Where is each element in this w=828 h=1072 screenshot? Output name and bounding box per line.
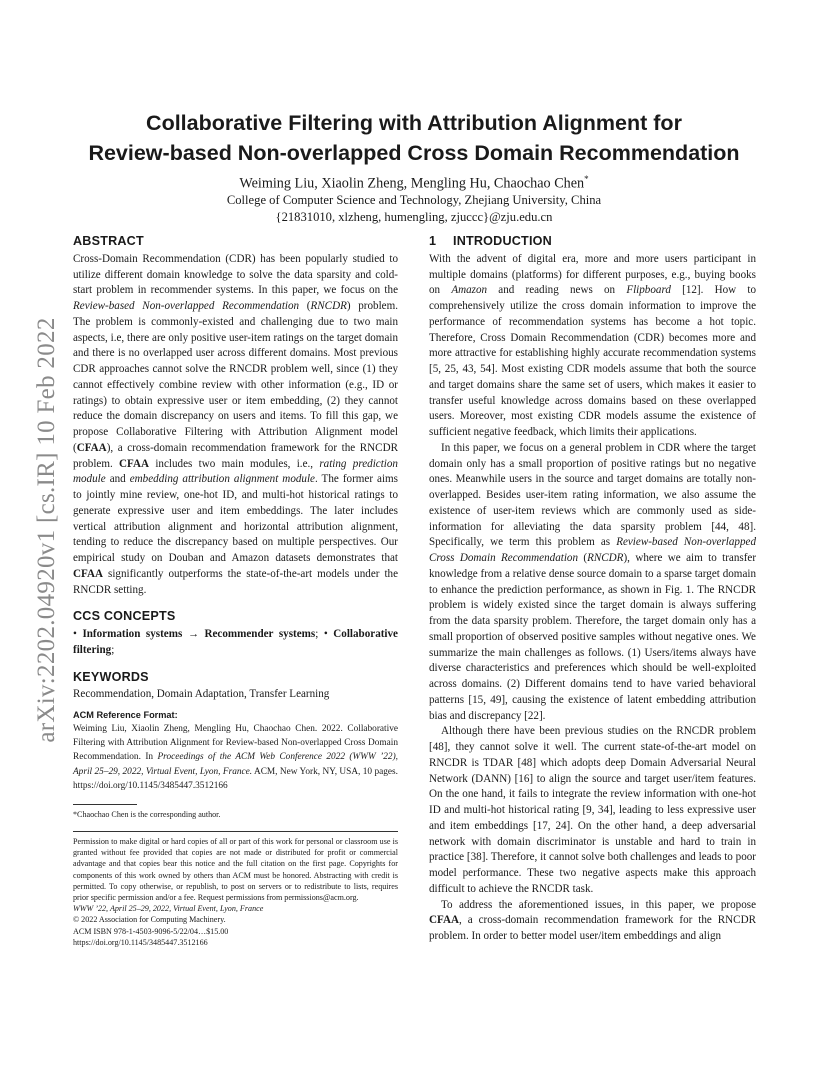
abstract-text <box>73 252 398 599</box>
footnote-rule <box>73 804 137 805</box>
abstract-term: rating prediction module <box>73 457 398 486</box>
intro-part: In this paper, we focus on a general problem in CDR where the target domain only has a small proportion of positive ratings but no negative ones. Meanwhile users in the source and target domains are totally non-overlapped. Besides user-item rating information, we also assume the existence of user-item reviews which are commonly used as side-information for alleviating the data sparsity problem [44, 48]. Specifically, we term this problem as <box>429 441 756 549</box>
acm-reference-heading: ACM Reference Format: <box>73 710 178 720</box>
model-name: CFAA <box>73 567 103 580</box>
ccs-item: Information systems → Recommender systems <box>82 628 316 640</box>
intro-part: and reading news on <box>487 284 627 297</box>
pub-doi: https://doi.org/10.1145/3485447.3512166 <box>73 937 208 947</box>
pub-isbn: ACM ISBN 978-1-4503-9096-5/22/04…$15.00 <box>73 926 229 936</box>
abstract-heading: ABSTRACT <box>73 234 144 248</box>
intro-part: ), where we aim to transfer knowledge from a relative dense source domain to a sparse target domain to enhance the prediction performance, as shown in Fig. 1. The RNCDR problem is widely existed since the target domain is always suffering from the data sparsity problem. Therefore, the target domain only has a small proportion of observed positive samples without negative ones. We summarize the main challenges as follows. (1) Users/items always have diverse characteristics and preferences which should be well-exploited across domains. (2) Different domains tend to have varied behavioral patterns [15, 49], causing the existence of latent embedding attribution bias and discrepancy [22]. <box>429 552 757 722</box>
abstract-term: Review-based Non-overlapped Recommendation <box>73 300 300 312</box>
intro-paragraph-4 <box>429 898 756 945</box>
ccs-concepts <box>73 627 398 659</box>
intro-part: With the advent of digital era, more and more users participant in multiple domains (platforms) for different purposes, e.g., buying books on <box>429 252 756 297</box>
author-emails: {21831010, xlzheng, humengling, zjuccc}@zju.edu.cn <box>275 210 553 224</box>
intro-part: ( <box>578 552 588 564</box>
abstract-part: ) problem. The problem is commonly-existed and challenging due to two main aspects, i.e, there are only positive user-item ratings on the target domain and there is no overlapped user across different domains. Most previous CDR approaches cannot solve the RNCDR problem well, since (1) they cannot effectively combine review with other information (e.g., ID or ratings) to obtain expressive user or item embedding, (2) they cannot reduce the domain discrepancy on users and items. To fill this gap, we propose Collaborative Filtering with Attribution Alignment model ( <box>73 300 399 454</box>
affiliation: College of Computer Science and Technology, Zhejiang University, China <box>226 193 602 207</box>
abstract-part: ), a cross-domain recommendation framework for the RNCDR problem. <box>73 441 398 470</box>
model-name: CFAA <box>76 441 107 454</box>
section-number: 1 <box>429 234 437 248</box>
intro-part: [12]. How to comprehensively utilize the cross domain information to improve the performance of recommendation systems has become a hot topic. Therefore, Cross Domain Recommendation (CDR) becomes more and more attractive for establishing highly accurate recommendation systems [5, 25, 43, 54]. Most existing CDR models assume that both the source and target domains share the same set of users, which makes it easier to transfer useful knowledge across domains based on these overlapped users. Moreover, most existing CDR models assume the existence of sufficient negative feedback, which limits their applications. <box>429 284 756 438</box>
section-title: INTRODUCTION <box>453 234 552 248</box>
author-list <box>60 174 768 193</box>
intro-paragraph-1 <box>429 252 756 441</box>
permission-notice: Permission to make digital or hard copies of all or part of this work for personal or classroom use is granted without fee provided that copies are not made or distributed for profit or commercial advantage and that copies bear this notice and the full citation on the first page. Copyrights for components of this work owned by others than ACM must be honored. Abstracting with credit is permitted. To copy otherwise, or republish, to post on servers or to redistribute to lists, requires prior specific permission and/or a fee. Request permissions from permissions@acm.org. <box>73 837 398 903</box>
abstract-part: . The former aims to jointly mine review, one-hot ID, and multi-hot historical ratings to generate expressive user and item embeddings. The later includes vertical attribution alignment and horizontal attribution alignment, tending to reduce the discrepancy based on multiple perspectives. Our empirical study on Douban and Amazon datasets demonstrates that <box>73 473 398 564</box>
intro-term: RNCDR <box>587 552 624 564</box>
acm-reference-part: Weiming Liu, Xiaolin Zheng, Mengling Hu, Chaochao Chen. 2022. Collaborative Filtering with Attribution Alignment for Review-based Non-overlapped Cross Domain Recommendation. In <box>73 724 398 763</box>
ccs-bullet: • <box>73 628 83 640</box>
acm-reference-text <box>73 722 398 793</box>
abstract-part: includes two main modules, i.e., <box>149 457 320 470</box>
right-column <box>429 234 756 945</box>
ccs-separator: ; • <box>315 628 334 640</box>
author-footnote-mark: * <box>584 174 589 184</box>
abstract-part: ( <box>299 300 311 312</box>
keywords-heading: KEYWORDS <box>73 669 149 684</box>
ccs-item: Collaborative filtering <box>73 628 398 656</box>
pub-venue <box>73 903 398 914</box>
abstract-term: RNCDR <box>310 300 347 312</box>
acm-reference-venue: Proceedings of the ACM Web Conference 2022 (WWW ’22), April 25–29, 2022, Virtual Event, Lyon, France. <box>73 752 398 777</box>
intro-term: Review-based Non-overlapped Cross Domain Recommendation <box>429 536 756 564</box>
keywords-text: Recommendation, Domain Adaptation, Transfer Learning <box>73 688 330 701</box>
authors-text: Weiming Liu, Xiaolin Zheng, Mengling Hu, Chaochao Chen <box>239 175 585 192</box>
intro-term: Amazon <box>451 284 488 297</box>
pub-copyright: © 2022 Association for Computing Machinery. <box>73 915 226 925</box>
abstract-part: significantly outperforms the state-of-the-art models under the RNCDR setting. <box>73 567 398 596</box>
intro-paragraph-3: Although there have been previous studies on the RNCDR problem [48], they cannot solve it well. The current state-of-the-art model on RNCDR is TDAR [48] which adopts deep Domain Adversarial Neural Network (DANN) [16] to align the source and target user/item features. On the one hand, it fails to integrate the review information with one-hot ID and multi-hot historical rating [9, 34], leading to less expressive user and item embeddings [17, 24]. On the other hand, a deep adversarial network with domain discriminator is unstable and hard to train in practice [38]. Therefore, it cannot solve both challenges and leads to poor model performance. These two negative aspects make this approach difficult to achieve the RNCDR task. <box>429 725 756 895</box>
title-line-1: Collaborative Filtering with Attribution Alignment for <box>146 111 682 135</box>
intro-part: To address the aforementioned issues, in this paper, we propose <box>441 898 756 911</box>
model-name: CFAA <box>429 914 459 927</box>
title-line-2: Review-based Non-overlapped Cross Domain Recommendation <box>88 141 740 165</box>
ccs-end: ; <box>111 643 115 656</box>
corresponding-author-footnote: *Chaochao Chen is the corresponding author. <box>73 810 221 820</box>
intro-paragraph-2 <box>429 441 756 725</box>
intro-term: Flipboard <box>626 284 671 297</box>
arxiv-identifier: arXiv:2202.04920v1 [cs.IR] 10 Feb 2022 <box>33 317 60 743</box>
affiliation-block <box>60 192 768 226</box>
permission-rule <box>73 831 398 832</box>
model-name: CFAA <box>119 457 150 470</box>
acm-reference-part: ACM, New York, NY, USA, 10 pages. https://doi.org/10.1145/3485447.3512166 <box>73 766 398 791</box>
abstract-part: and <box>105 473 130 486</box>
left-column <box>73 234 398 948</box>
paper-title <box>60 108 768 168</box>
abstract-term: embedding attribution alignment module <box>129 473 315 486</box>
intro-part: , a cross-domain recommendation framework for the RNCDR problem. In order to better model user/item embeddings and align <box>429 914 756 942</box>
pub-venue-text: WWW ’22, April 25–29, 2022, Virtual Event, Lyon, France <box>73 904 264 914</box>
abstract-part: Cross-Domain Recommendation (CDR) has been popularly studied to utilize different domain knowledge to solve the data sparsity and cold-start problem in recommender systems. In this paper, we focus on the <box>73 252 398 297</box>
introduction-heading <box>429 234 756 250</box>
ccs-heading: CCS CONCEPTS <box>73 609 176 624</box>
